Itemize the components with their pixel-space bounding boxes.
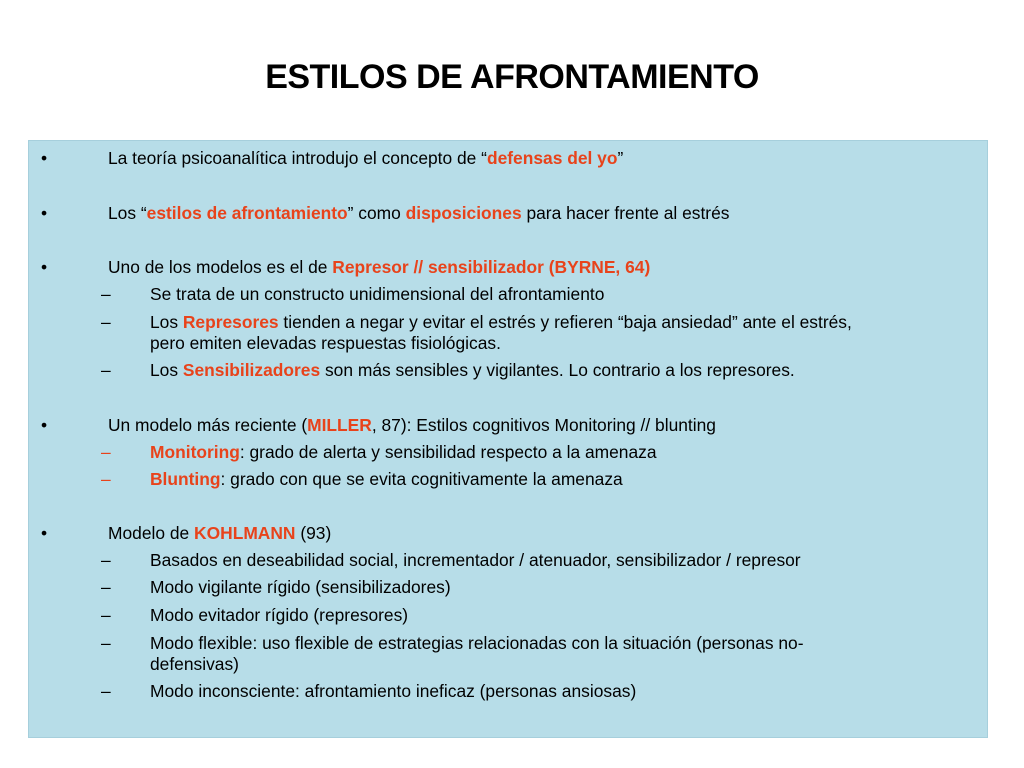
bullet-marker: • — [41, 203, 48, 223]
sub-item-text: Basados en deseabilidad social, incrementador / atenuador, sensibilizador / represor — [150, 550, 801, 570]
dash-marker: – — [101, 633, 111, 653]
bullet-marker: • — [41, 523, 48, 543]
dash-marker: – — [101, 605, 111, 625]
sub-item-text: Monitoring: grado de alerta y sensibilidad respecto a la amenaza — [150, 442, 657, 462]
sub-item-text: Modo evitador rígido (represores) — [150, 605, 409, 625]
sub-item-text: Los Sensibilizadores son más sensibles y vigilantes. Lo contrario a los represores. — [150, 360, 795, 380]
bullet-text: Un modelo más reciente (MILLER, 87): Estilos cognitivos Monitoring // blunting — [108, 415, 716, 435]
slide-title: ESTILOS DE AFRONTAMIENTO — [265, 58, 759, 96]
bullet-marker: • — [41, 257, 48, 277]
sub-item-text: Los Represores tienden a negar y evitar el estrés y refieren “baja ansiedad” ante el estrés, — [150, 312, 852, 332]
dash-marker: – — [101, 577, 111, 597]
sub-item-text: Modo inconsciente: afrontamiento ineficaz (personas ansiosas) — [150, 681, 637, 701]
sub-item-text: Modo flexible: uso flexible de estrategias relacionadas con la situación (personas no- — [150, 633, 804, 653]
bullet-text: Modelo de KOHLMANN (93) — [108, 523, 332, 543]
sub-item-text: pero emiten elevadas respuestas fisiológicas. — [150, 333, 501, 353]
bullet-marker: • — [41, 415, 48, 435]
dash-marker: – — [101, 360, 111, 380]
dash-marker: – — [101, 312, 111, 332]
sub-item-text: Se trata de un constructo unidimensional del afrontamiento — [150, 284, 605, 304]
bullet-text: Los “estilos de afrontamiento” como disposiciones para hacer frente al estrés — [108, 203, 730, 223]
dash-marker: – — [101, 284, 111, 304]
sub-item-text: defensivas) — [150, 654, 239, 674]
dash-marker: – — [101, 681, 111, 701]
bullet-marker: • — [41, 148, 48, 168]
bullet-text: Uno de los modelos es el de Represor // sensibilizador (BYRNE, 64) — [108, 257, 651, 277]
sub-item-text: Modo vigilante rígido (sensibilizadores) — [150, 577, 451, 597]
dash-marker: – — [101, 469, 111, 489]
dash-marker: – — [101, 550, 111, 570]
bullet-text: La teoría psicoanalítica introdujo el concepto de “defensas del yo” — [108, 148, 624, 168]
content-box — [28, 140, 988, 738]
sub-item-text: Blunting: grado con que se evita cognitivamente la amenaza — [150, 469, 623, 489]
dash-marker: – — [101, 442, 111, 462]
